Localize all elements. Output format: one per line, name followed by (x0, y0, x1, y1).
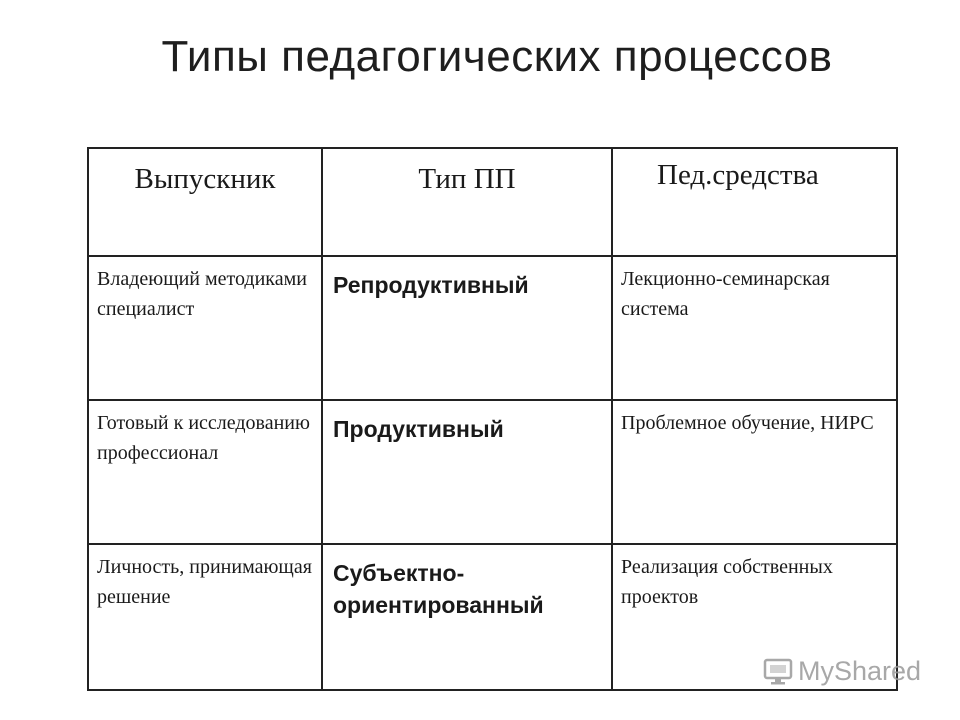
cell-graduate: Владеющий методиками специалист (88, 256, 322, 400)
process-types-table (87, 147, 898, 691)
cell-graduate: Готовый к исследованию профессионал (88, 400, 322, 544)
header-graduate: Выпускник (88, 148, 322, 256)
cell-type: Репродуктивный (322, 256, 612, 400)
cell-graduate: Личность, принимающая решение (88, 544, 322, 690)
header-type: Тип ПП (322, 148, 612, 256)
watermark-text: MyShared (798, 655, 922, 686)
slide-title: Типы педагогических процессов (161, 32, 833, 81)
cell-type: Субъектно-ориентированный (322, 544, 612, 690)
monitor-icon (762, 655, 794, 687)
header-means: Пед.средства (612, 148, 897, 256)
table-header-row (88, 148, 897, 256)
cell-means: Лекционно-семинарская система (612, 256, 897, 400)
cell-means: Реализация собственных проектов (612, 544, 897, 690)
watermark-logo (762, 652, 921, 690)
cell-means: Проблемное обучение, НИРС (612, 400, 897, 544)
cell-type: Продуктивный (322, 400, 612, 544)
table-row (88, 256, 897, 400)
table-row (88, 400, 897, 544)
